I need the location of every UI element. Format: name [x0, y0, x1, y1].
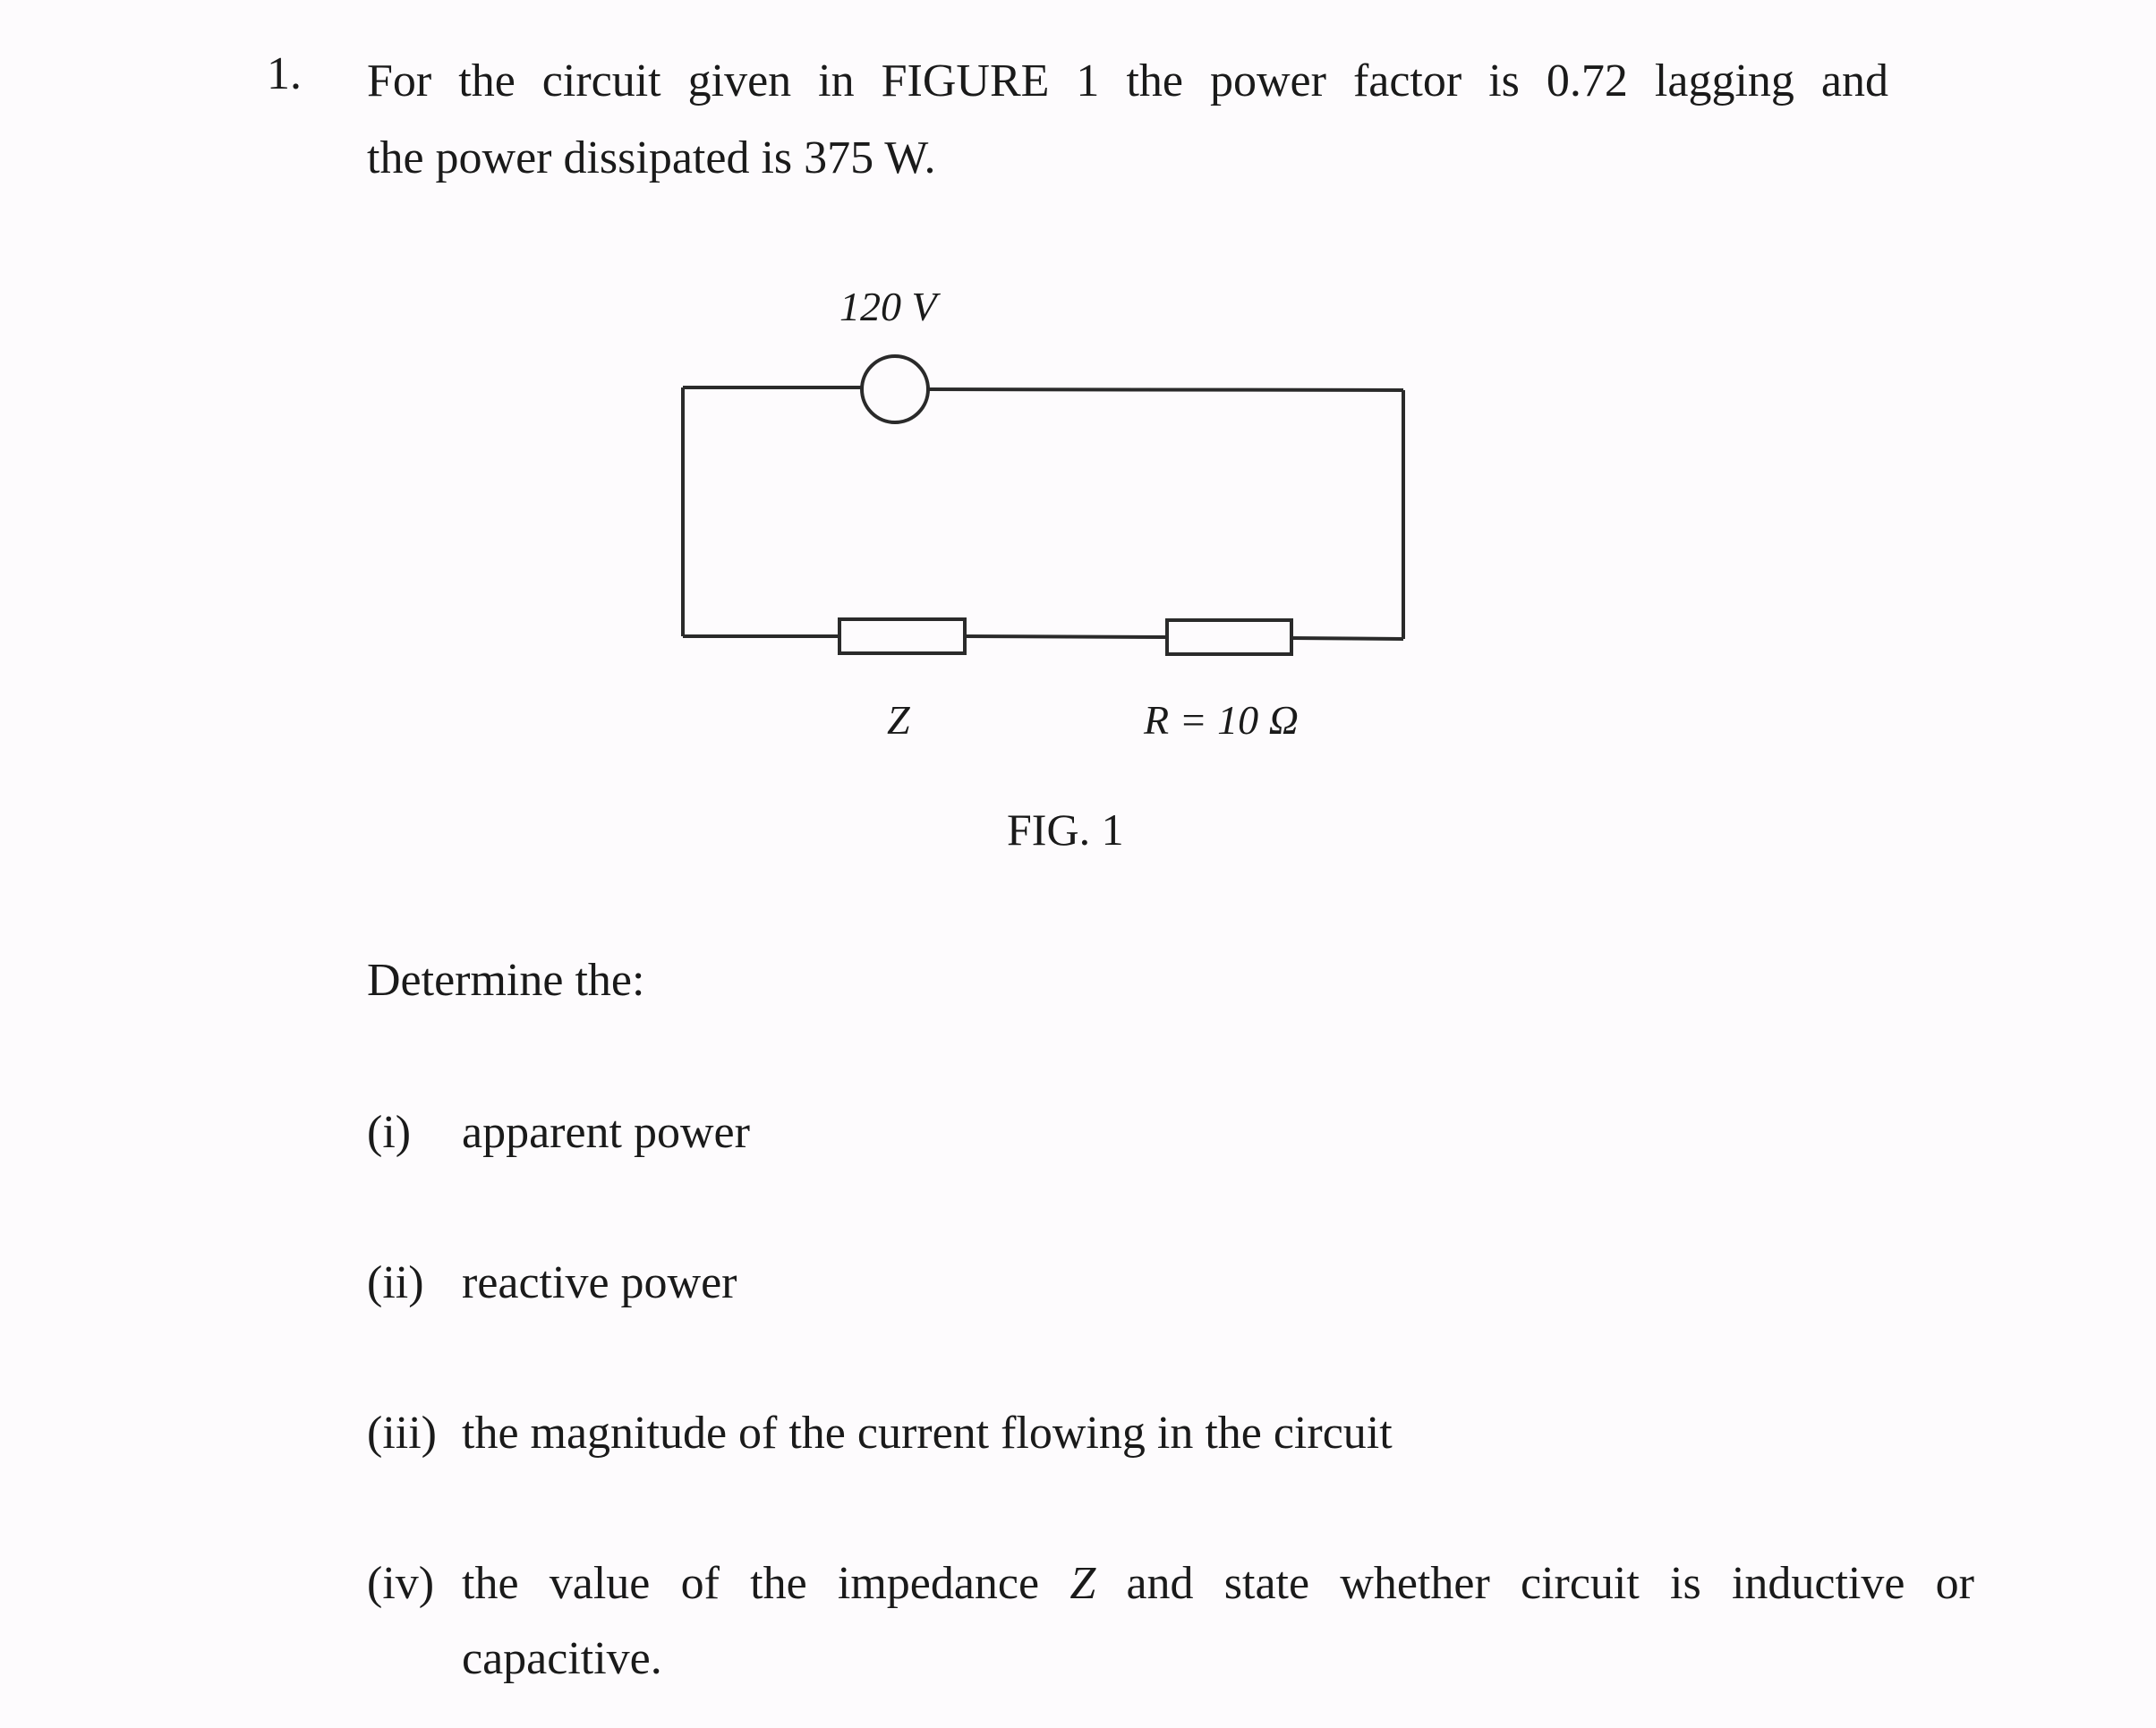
top-wire-right	[929, 389, 1403, 390]
voltage-source-icon	[862, 356, 928, 422]
intro-line-2: the power dissipated is 375 W.	[367, 132, 936, 183]
resistor-label: R = 10 Ω	[1144, 697, 1299, 743]
part-iii	[367, 1396, 1393, 1471]
source-label: 120 V	[839, 284, 937, 329]
bottom-wire-middle	[965, 636, 1167, 637]
impedance-box	[839, 619, 965, 653]
impedance-label: Z	[887, 697, 910, 743]
question-number: 1.	[267, 48, 302, 99]
task-lead: Determine the:	[367, 955, 645, 1006]
part-text	[462, 1546, 1974, 1697]
figure-caption: FIG. 1	[1007, 804, 1124, 855]
part-text: reactive power	[462, 1257, 737, 1308]
intro-line-1: For the circuit given in FIGURE 1 the power factor is 0.72 lagging and	[367, 55, 1888, 106]
part-iv	[367, 1546, 1974, 1697]
part-number: (iv)	[367, 1558, 435, 1609]
part-text-line-1	[462, 1546, 1974, 1622]
bottom-wire-right	[1291, 638, 1403, 639]
part-text: apparent power	[462, 1107, 750, 1158]
part-text-after: and state whether circuit is inductive or	[1095, 1558, 1974, 1609]
part-ii	[367, 1246, 737, 1321]
part-text-line-2: capacitive.	[462, 1633, 662, 1684]
impedance-symbol: Z	[1069, 1558, 1096, 1609]
part-i	[367, 1095, 750, 1170]
part-number: (iii)	[367, 1408, 437, 1459]
part-number: (ii)	[367, 1257, 424, 1308]
part-text: the magnitude of the current flowing in the circuit	[462, 1408, 1393, 1459]
resistor-box	[1167, 620, 1291, 654]
part-text-before: the value of the impedance	[462, 1558, 1070, 1609]
part-number: (i)	[367, 1107, 412, 1158]
